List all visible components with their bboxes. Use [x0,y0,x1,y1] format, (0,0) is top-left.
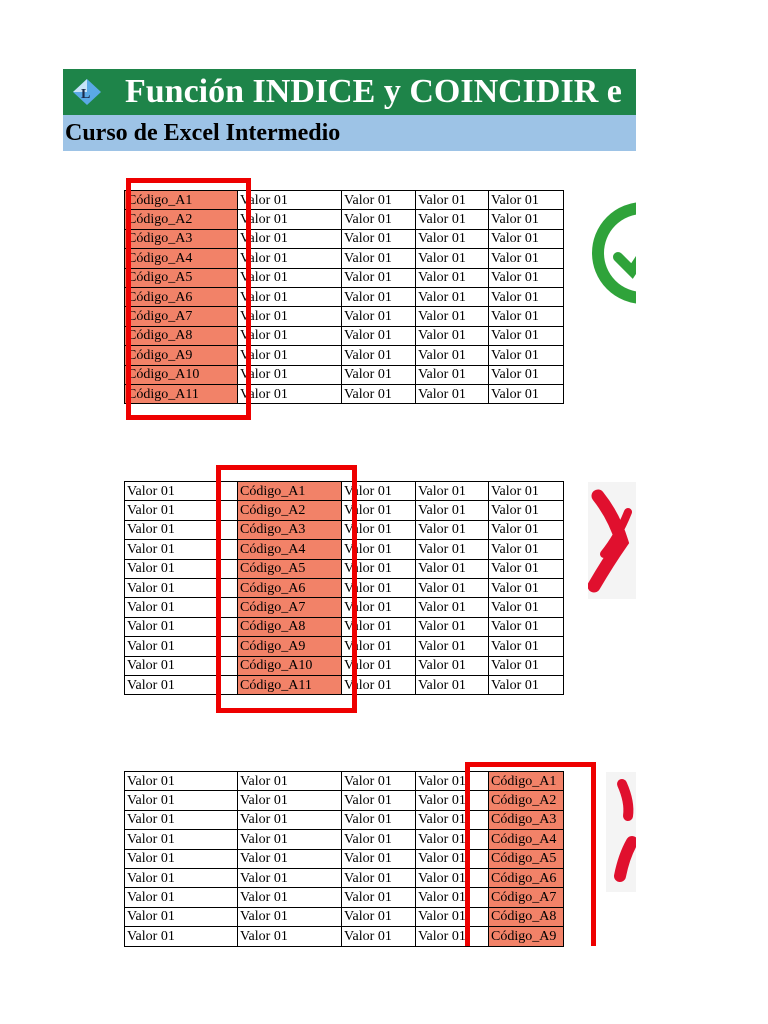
value-cell[interactable]: Valor 01 [238,830,342,849]
value-cell[interactable]: Valor 01 [238,365,342,384]
table-row [125,791,564,810]
table-row [125,810,564,829]
table-row [125,384,564,403]
value-cell[interactable]: Valor 01 [342,326,416,345]
table-row [125,772,564,791]
value-cell[interactable]: Valor 01 [125,598,238,617]
value-cell[interactable]: Valor 01 [342,191,416,210]
table-row [125,656,564,675]
value-cell[interactable]: Valor 01 [342,578,416,597]
value-cell[interactable]: Valor 01 [489,229,564,248]
value-cell[interactable]: Valor 01 [416,229,489,248]
value-cell[interactable]: Valor 01 [416,888,489,907]
value-cell[interactable]: Valor 01 [125,830,238,849]
value-cell[interactable]: Valor 01 [489,559,564,578]
value-cell[interactable]: Valor 01 [238,907,342,926]
value-cell[interactable]: Valor 01 [342,268,416,287]
value-cell[interactable]: Valor 01 [342,210,416,229]
value-cell[interactable]: Valor 01 [125,520,238,539]
table-row [125,268,564,287]
value-cell[interactable]: Valor 01 [416,830,489,849]
value-cell[interactable]: Valor 01 [416,617,489,636]
value-cell[interactable]: Valor 01 [489,482,564,501]
code-cell[interactable]: Código_A8 [125,326,238,345]
value-cell[interactable]: Valor 01 [238,927,342,946]
value-cell[interactable]: Valor 01 [125,888,238,907]
value-cell[interactable]: Valor 01 [125,810,238,829]
value-cell[interactable]: Valor 01 [125,617,238,636]
page-subtitle: Curso de Excel Intermedio [65,120,341,146]
code-cell[interactable]: Código_A7 [238,598,342,617]
table-row [125,287,564,306]
code-cell[interactable]: Código_A1 [125,191,238,210]
value-cell[interactable]: Valor 01 [416,559,489,578]
table-row [125,501,564,520]
value-cell[interactable]: Valor 01 [489,384,564,403]
value-cell[interactable]: Valor 01 [416,346,489,365]
value-cell[interactable]: Valor 01 [238,249,342,268]
value-cell[interactable]: Valor 01 [342,868,416,887]
value-cell[interactable]: Valor 01 [416,384,489,403]
value-cell[interactable]: Valor 01 [125,791,238,810]
page-title: Función INDICE y COINCIDIR e [125,73,622,110]
code-cell[interactable]: Código_A3 [125,229,238,248]
value-cell[interactable]: Valor 01 [416,365,489,384]
value-cell[interactable]: Valor 01 [489,346,564,365]
code-cell[interactable]: Código_A4 [125,249,238,268]
table-row [125,888,564,907]
value-cell[interactable]: Valor 01 [125,907,238,926]
value-cell[interactable]: Valor 01 [342,229,416,248]
value-cell[interactable]: Valor 01 [342,307,416,326]
value-cell[interactable]: Valor 01 [125,578,238,597]
value-cell[interactable]: Valor 01 [238,346,342,365]
table-row [125,365,564,384]
value-cell[interactable]: Valor 01 [416,249,489,268]
table-row [125,559,564,578]
code-cell[interactable]: Código_A5 [125,268,238,287]
code-cell[interactable]: Código_A9 [125,346,238,365]
code-cell[interactable]: Código_A6 [489,868,564,887]
cross-icon [606,772,636,892]
table-row [125,307,564,326]
value-cell[interactable]: Valor 01 [416,598,489,617]
table-row [125,191,564,210]
code-cell[interactable]: Código_A11 [238,675,342,694]
value-cell[interactable]: Valor 01 [125,482,238,501]
code-cell[interactable]: Código_A1 [489,772,564,791]
value-cell[interactable]: Valor 01 [489,637,564,656]
value-cell[interactable]: Valor 01 [342,675,416,694]
value-cell[interactable]: Valor 01 [489,326,564,345]
value-cell[interactable]: Valor 01 [342,656,416,675]
code-cell[interactable]: Código_A5 [489,849,564,868]
table-row [125,482,564,501]
title-bar [63,69,636,115]
data-table-2 [124,481,564,695]
value-cell[interactable]: Valor 01 [416,326,489,345]
table-row [125,249,564,268]
value-cell[interactable]: Valor 01 [125,559,238,578]
value-cell[interactable]: Valor 01 [416,210,489,229]
code-cell[interactable]: Código_A2 [238,501,342,520]
value-cell[interactable]: Valor 01 [489,307,564,326]
value-cell[interactable]: Valor 01 [489,540,564,559]
value-cell[interactable]: Valor 01 [238,210,342,229]
value-cell[interactable]: Valor 01 [489,365,564,384]
value-cell[interactable]: Valor 01 [125,927,238,946]
value-cell[interactable]: Valor 01 [342,637,416,656]
value-cell[interactable]: Valor 01 [342,772,416,791]
value-cell[interactable]: Valor 01 [342,501,416,520]
value-cell[interactable]: Valor 01 [238,229,342,248]
code-cell[interactable]: Código_A10 [238,656,342,675]
code-cell[interactable]: Código_A6 [238,578,342,597]
value-cell[interactable]: Valor 01 [489,675,564,694]
value-cell[interactable]: Valor 01 [238,384,342,403]
value-cell[interactable]: Valor 01 [416,287,489,306]
table-row [125,210,564,229]
value-cell[interactable]: Valor 01 [342,598,416,617]
code-cell[interactable]: Código_A6 [125,287,238,306]
value-cell[interactable]: Valor 01 [489,249,564,268]
value-cell[interactable]: Valor 01 [125,849,238,868]
value-cell[interactable]: Valor 01 [342,907,416,926]
value-cell[interactable]: Valor 01 [489,501,564,520]
value-cell[interactable]: Valor 01 [416,927,489,946]
value-cell[interactable]: Valor 01 [125,501,238,520]
table-row [125,229,564,248]
subtitle-bar [63,115,636,151]
value-cell[interactable]: Valor 01 [342,559,416,578]
value-cell[interactable]: Valor 01 [416,578,489,597]
value-cell[interactable]: Valor 01 [416,849,489,868]
cross-icon [588,482,636,599]
value-cell[interactable]: Valor 01 [489,578,564,597]
table-row [125,598,564,617]
data-table-3 [124,771,564,947]
value-cell[interactable]: Valor 01 [416,540,489,559]
value-cell[interactable]: Valor 01 [238,287,342,306]
value-cell[interactable]: Valor 01 [489,287,564,306]
code-cell[interactable]: Código_A8 [489,907,564,926]
value-cell[interactable]: Valor 01 [342,384,416,403]
excel-logo-icon [71,77,103,107]
value-cell[interactable]: Valor 01 [342,346,416,365]
value-cell[interactable]: Valor 01 [125,540,238,559]
svg-text:L: L [81,87,91,102]
value-cell[interactable]: Valor 01 [416,791,489,810]
value-cell[interactable]: Valor 01 [238,268,342,287]
value-cell[interactable]: Valor 01 [489,598,564,617]
value-cell[interactable]: Valor 01 [125,675,238,694]
value-cell[interactable]: Valor 01 [342,791,416,810]
value-cell[interactable]: Valor 01 [238,810,342,829]
table-row [125,830,564,849]
value-cell[interactable]: Valor 01 [342,540,416,559]
value-cell[interactable]: Valor 01 [416,656,489,675]
code-cell[interactable]: Código_A10 [125,365,238,384]
check-icon [588,195,636,310]
code-cell[interactable]: Código_A7 [125,307,238,326]
value-cell[interactable]: Valor 01 [238,791,342,810]
code-cell[interactable]: Código_A5 [238,559,342,578]
value-cell[interactable]: Valor 01 [416,637,489,656]
value-cell[interactable]: Valor 01 [125,637,238,656]
value-cell[interactable]: Valor 01 [489,268,564,287]
value-cell[interactable]: Valor 01 [125,772,238,791]
value-cell[interactable]: Valor 01 [125,868,238,887]
value-cell[interactable]: Valor 01 [416,520,489,539]
value-cell[interactable]: Valor 01 [416,772,489,791]
table-row [125,849,564,868]
table-row [125,675,564,694]
value-cell[interactable]: Valor 01 [342,365,416,384]
value-cell[interactable]: Valor 01 [342,810,416,829]
value-cell[interactable]: Valor 01 [416,268,489,287]
value-cell[interactable]: Valor 01 [342,520,416,539]
code-cell[interactable]: Código_A2 [489,791,564,810]
table-row [125,326,564,345]
value-cell[interactable]: Valor 01 [342,249,416,268]
table-row [125,868,564,887]
value-cell[interactable]: Valor 01 [238,191,342,210]
value-cell[interactable]: Valor 01 [238,772,342,791]
value-cell[interactable]: Valor 01 [416,191,489,210]
value-cell[interactable]: Valor 01 [238,307,342,326]
table-row [125,346,564,365]
value-cell[interactable]: Valor 01 [489,210,564,229]
data-table-1 [124,190,564,404]
value-cell[interactable]: Valor 01 [416,307,489,326]
value-cell[interactable]: Valor 01 [416,482,489,501]
table-row [125,520,564,539]
value-cell[interactable]: Valor 01 [416,868,489,887]
code-cell[interactable]: Código_A11 [125,384,238,403]
code-cell[interactable]: Código_A9 [238,637,342,656]
value-cell[interactable]: Valor 01 [238,326,342,345]
value-cell[interactable]: Valor 01 [416,907,489,926]
value-cell[interactable]: Valor 01 [238,888,342,907]
value-cell[interactable]: Valor 01 [342,482,416,501]
table-row [125,617,564,636]
value-cell[interactable]: Valor 01 [342,617,416,636]
value-cell[interactable]: Valor 01 [416,501,489,520]
value-cell[interactable]: Valor 01 [489,520,564,539]
value-cell[interactable]: Valor 01 [489,656,564,675]
value-cell[interactable]: Valor 01 [238,868,342,887]
code-cell[interactable]: Código_A7 [489,888,564,907]
value-cell[interactable]: Valor 01 [342,927,416,946]
code-cell[interactable]: Código_A3 [489,810,564,829]
value-cell[interactable]: Valor 01 [342,849,416,868]
value-cell[interactable]: Valor 01 [489,617,564,636]
value-cell[interactable]: Valor 01 [416,675,489,694]
value-cell[interactable]: Valor 01 [125,656,238,675]
code-cell[interactable]: Código_A4 [238,540,342,559]
value-cell[interactable]: Valor 01 [342,287,416,306]
code-cell[interactable]: Código_A9 [489,927,564,946]
table-row [125,907,564,926]
table-row [125,578,564,597]
value-cell[interactable]: Valor 01 [489,191,564,210]
value-cell[interactable]: Valor 01 [342,830,416,849]
code-cell[interactable]: Código_A4 [489,830,564,849]
code-cell[interactable]: Código_A8 [238,617,342,636]
table-row [125,927,564,946]
code-cell[interactable]: Código_A2 [125,210,238,229]
value-cell[interactable]: Valor 01 [416,810,489,829]
table-row [125,637,564,656]
value-cell[interactable]: Valor 01 [342,888,416,907]
code-cell[interactable]: Código_A3 [238,520,342,539]
code-cell[interactable]: Código_A1 [238,482,342,501]
table-row [125,540,564,559]
value-cell[interactable]: Valor 01 [238,849,342,868]
